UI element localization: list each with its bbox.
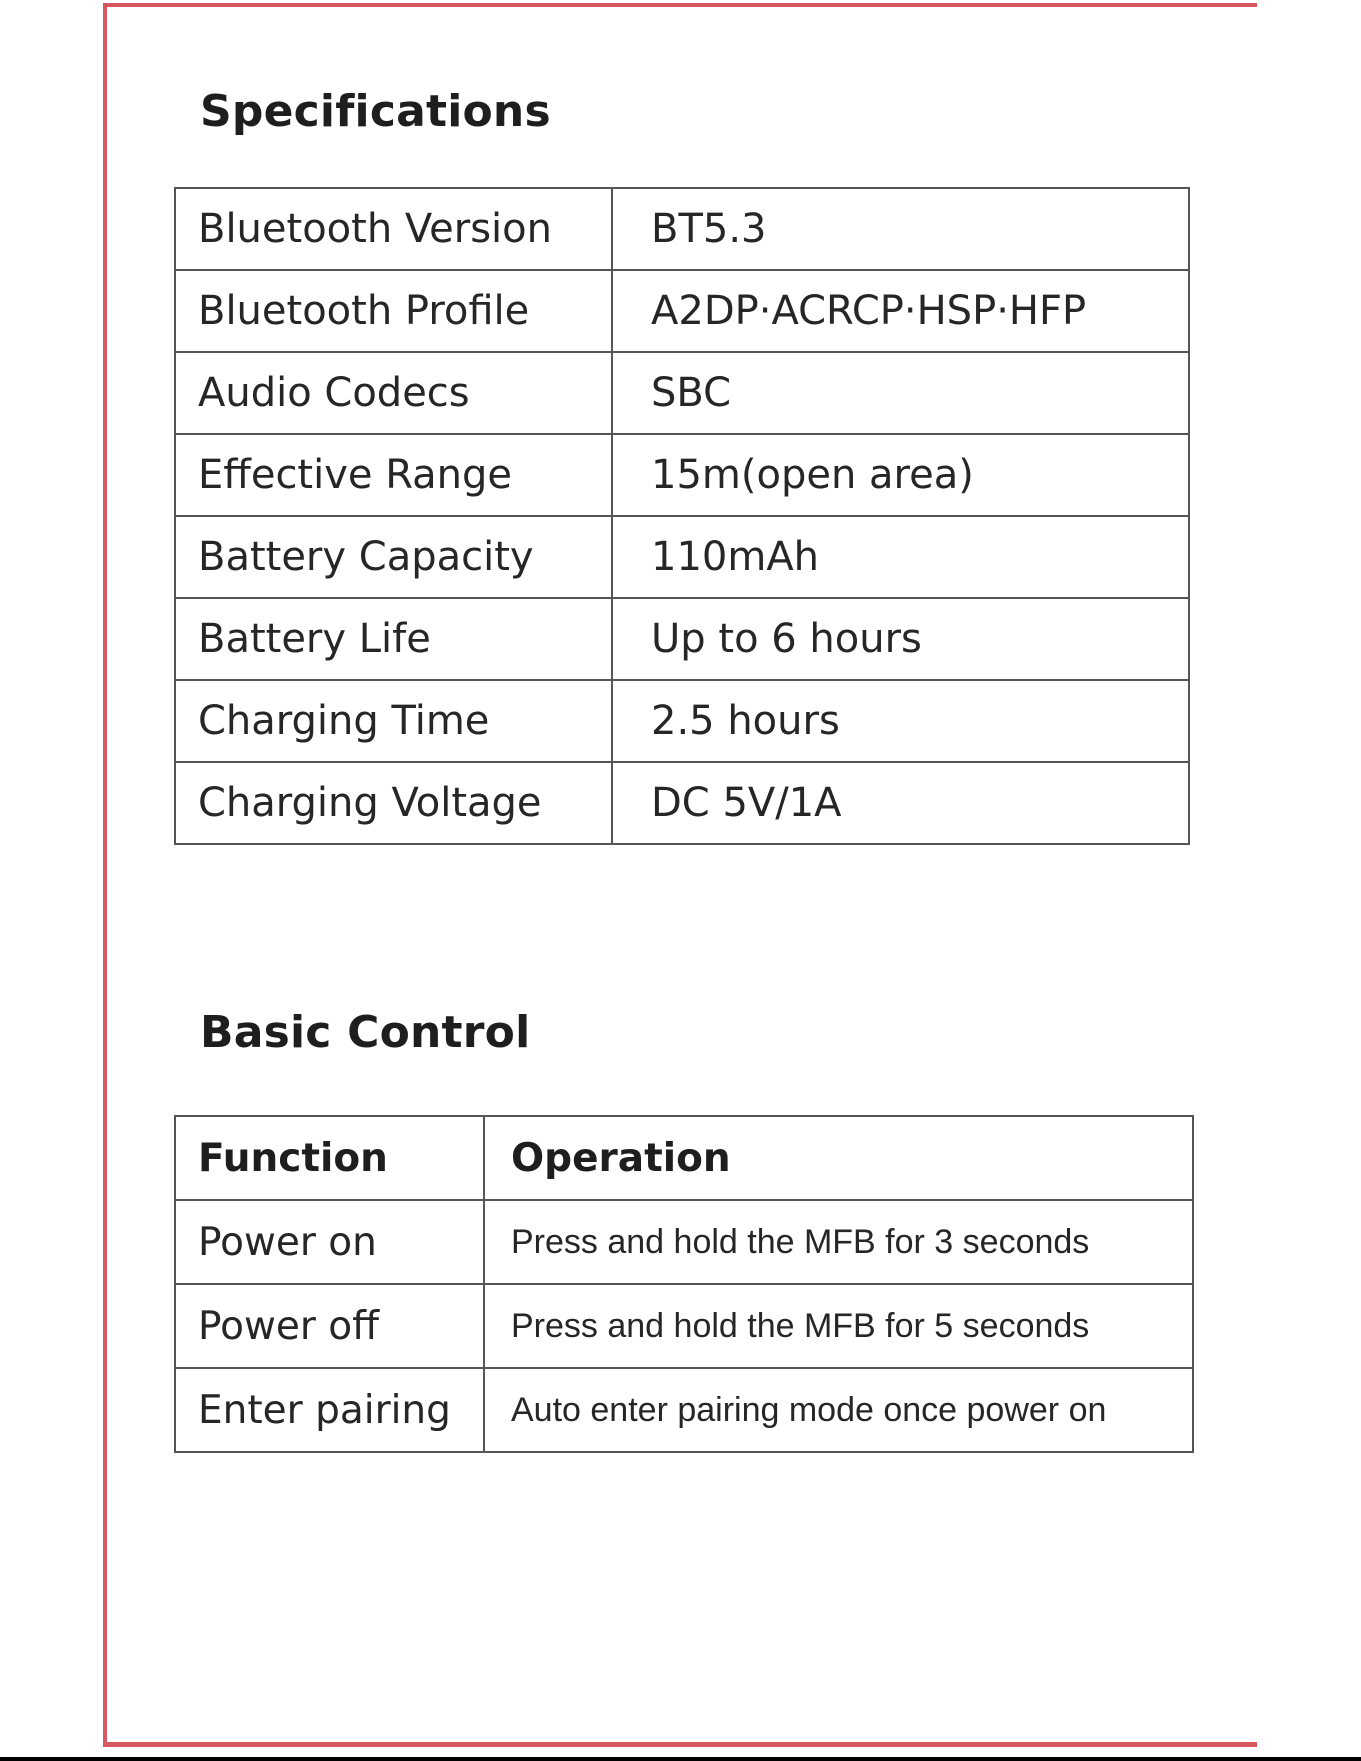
table-row	[175, 188, 1189, 270]
spec-label: Bluetooth Profile	[175, 270, 612, 352]
spec-value: 110mAh	[612, 516, 1189, 598]
spec-value: A2DP·ACRCP·HSP·HFP	[612, 270, 1189, 352]
operation-column-header: Operation	[484, 1116, 1193, 1200]
function-cell: Power on	[175, 1200, 484, 1284]
spec-label: Audio Codecs	[175, 352, 612, 434]
basic-control-heading: Basic Control	[200, 1007, 531, 1058]
specifications-table	[174, 187, 1190, 845]
table-row	[175, 680, 1189, 762]
operation-cell: Press and hold the MFB for 5 seconds	[484, 1284, 1193, 1368]
spec-label: Battery Capacity	[175, 516, 612, 598]
spec-value: 15m(open area)	[612, 434, 1189, 516]
spec-label: Effective Range	[175, 434, 612, 516]
specifications-heading: Specifications	[200, 86, 551, 137]
function-column-header: Function	[175, 1116, 484, 1200]
page-frame-left-border	[103, 3, 107, 1747]
table-row	[175, 516, 1189, 598]
spec-label: Charging Time	[175, 680, 612, 762]
spec-value: BT5.3	[612, 188, 1189, 270]
table-row	[175, 1200, 1193, 1284]
spec-label: Bluetooth Version	[175, 188, 612, 270]
page-frame-bottom-border	[103, 1742, 1257, 1747]
table-row	[175, 434, 1189, 516]
table-row	[175, 598, 1189, 680]
function-cell: Power off	[175, 1284, 484, 1368]
operation-cell: Auto enter pairing mode once power on	[484, 1368, 1193, 1452]
table-header-row	[175, 1116, 1193, 1200]
operation-cell: Press and hold the MFB for 3 seconds	[484, 1200, 1193, 1284]
spec-value: DC 5V/1A	[612, 762, 1189, 844]
table-row	[175, 1284, 1193, 1368]
table-row	[175, 762, 1189, 844]
spec-value: SBC	[612, 352, 1189, 434]
page-bottom-rule	[0, 1757, 1361, 1761]
table-row	[175, 1368, 1193, 1452]
basic-control-table	[174, 1115, 1194, 1453]
spec-label: Charging Voltage	[175, 762, 612, 844]
page-frame-top-border	[103, 3, 1257, 7]
table-row	[175, 270, 1189, 352]
spec-value: Up to 6 hours	[612, 598, 1189, 680]
function-cell: Enter pairing	[175, 1368, 484, 1452]
spec-label: Battery Life	[175, 598, 612, 680]
spec-value: 2.5 hours	[612, 680, 1189, 762]
table-row	[175, 352, 1189, 434]
